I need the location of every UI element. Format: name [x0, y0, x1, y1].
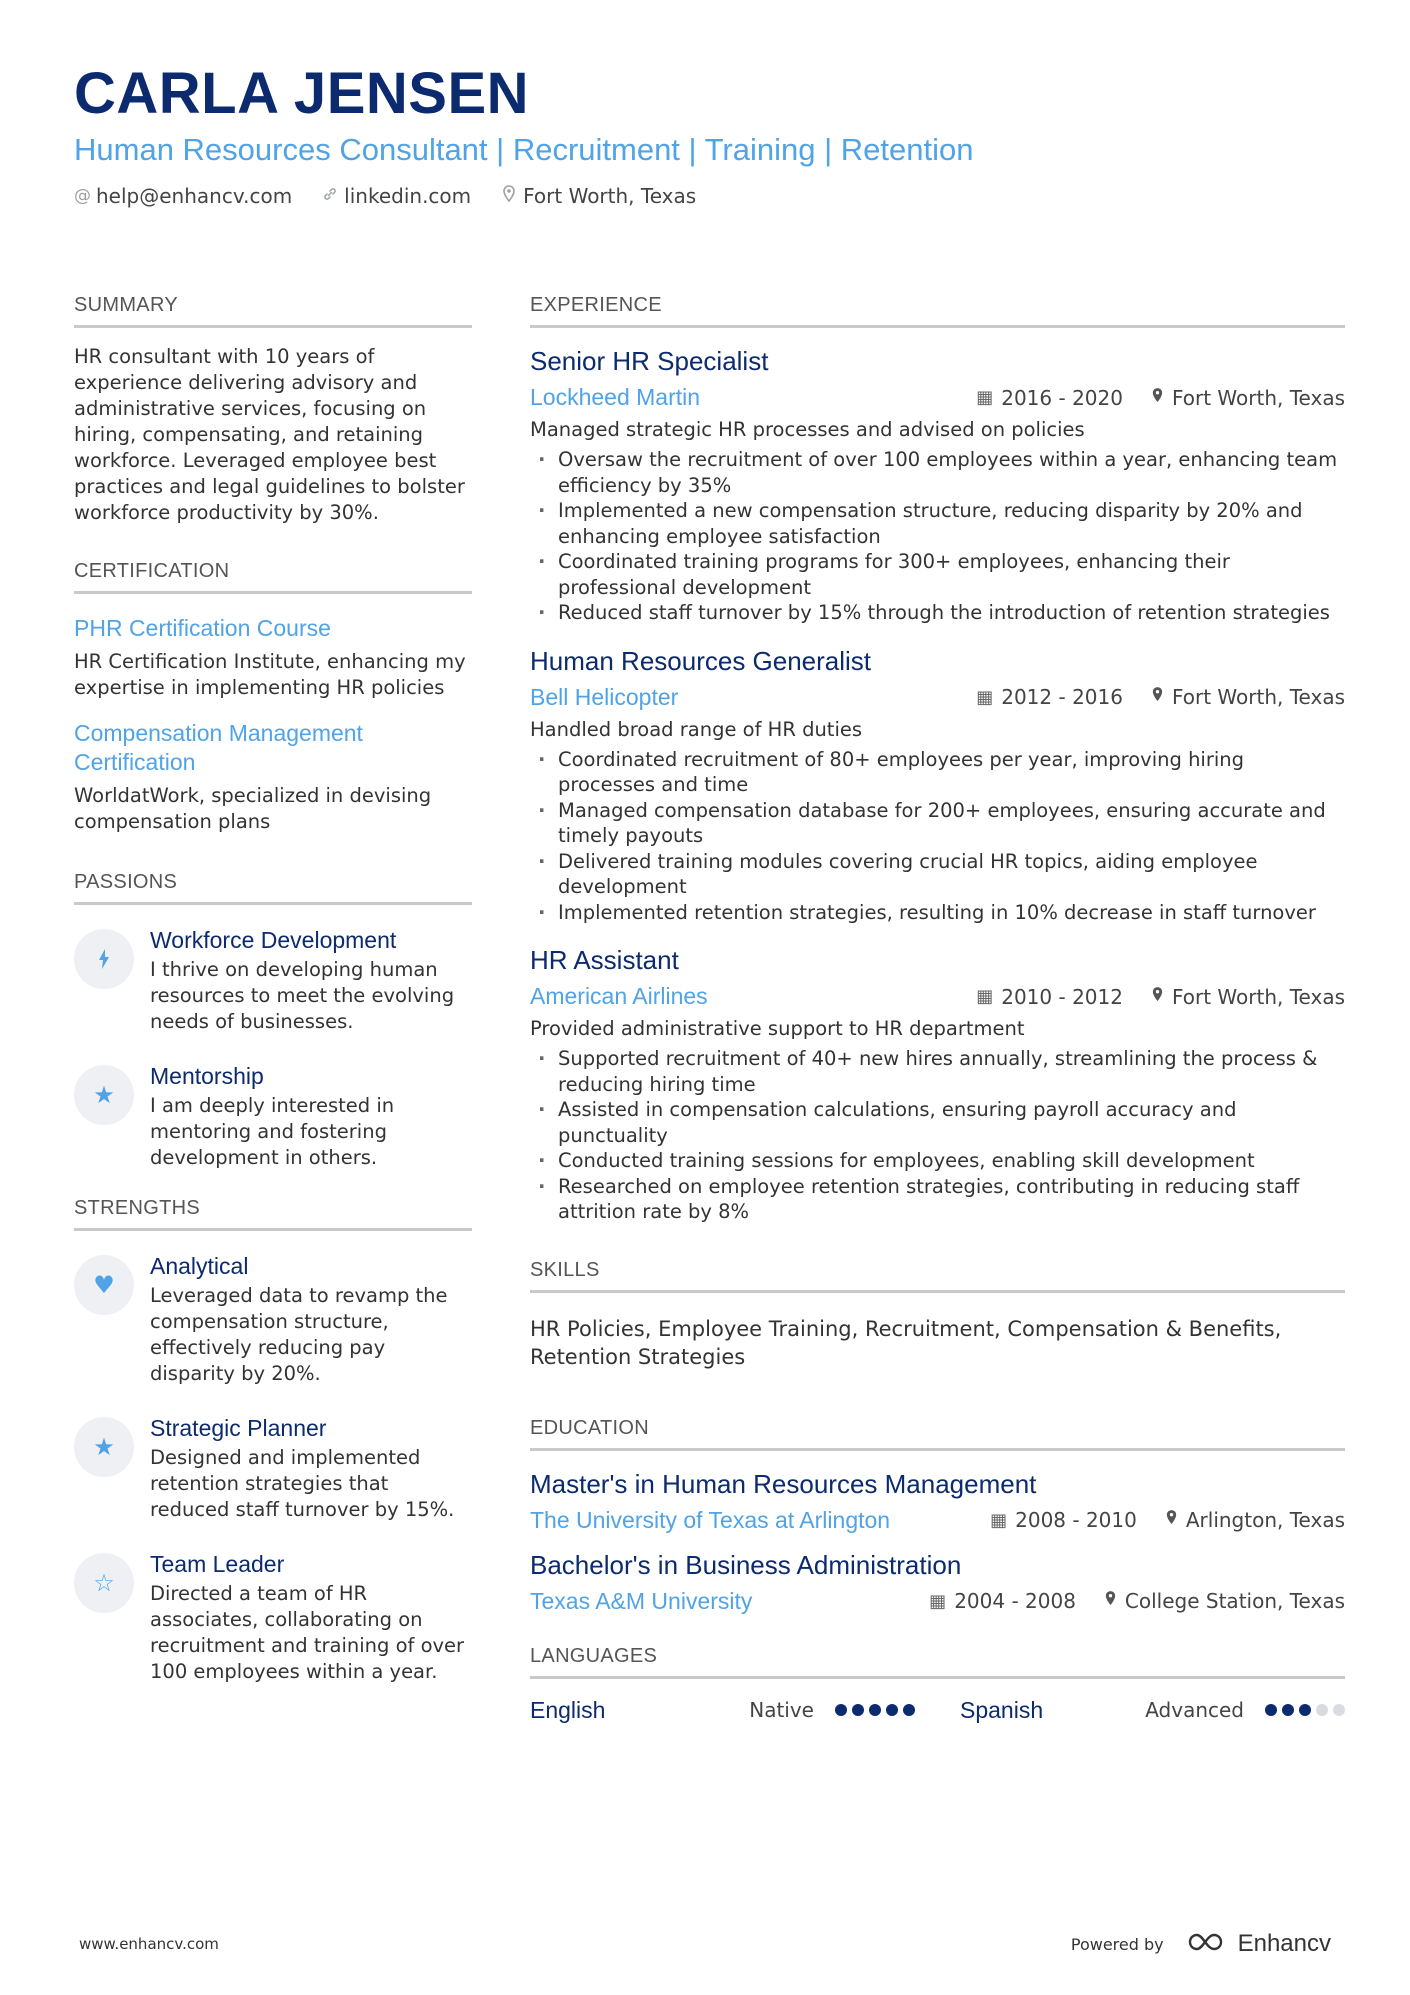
headline: Human Resources Consultant | Recruitment | Training | Retention — [74, 132, 974, 167]
enhancv-logo-icon — [1186, 1931, 1230, 1957]
job-bullets — [530, 1046, 1345, 1225]
passion-item — [74, 925, 472, 1035]
calendar-icon: ▦ — [976, 686, 994, 708]
job-location: Fort Worth, Texas — [1171, 685, 1345, 709]
list-item: · Managed compensation database for 200+ employees, ensuring accurate and timely payouts — [530, 798, 1345, 849]
section-title-education: EDUCATION — [530, 1417, 1345, 1451]
certification-section — [74, 560, 472, 835]
job-title: HR Assistant — [530, 945, 679, 975]
education-section — [530, 1417, 1345, 1615]
right-column — [530, 294, 1345, 1724]
strength-desc: Designed and implemented retention strategies that reduced staff turnover by 15%. — [150, 1446, 455, 1521]
job-dates: 2012 - 2016 — [1001, 685, 1123, 709]
job-bullets — [530, 747, 1345, 926]
job-bullets — [530, 447, 1345, 626]
dot-filled — [1265, 1704, 1277, 1716]
brand-name: Enhancv — [1237, 1930, 1331, 1957]
location-icon — [501, 185, 517, 208]
education-entry — [530, 1467, 1345, 1534]
section-title-summary: SUMMARY — [74, 294, 472, 328]
job-summary: Handled broad range of HR duties — [530, 717, 863, 741]
summary-section — [74, 294, 472, 526]
strength-item — [74, 1413, 472, 1523]
location-icon — [1151, 986, 1164, 1008]
strength-item — [74, 1251, 472, 1387]
job-entry — [530, 344, 1345, 626]
language-level: Advanced — [1145, 1698, 1244, 1722]
language-item — [960, 1697, 1345, 1724]
dot-filled — [903, 1704, 915, 1716]
languages-section — [530, 1645, 1345, 1724]
job-dates: 2016 - 2020 — [1001, 385, 1123, 410]
location-icon — [1104, 1590, 1117, 1612]
location-text: Fort Worth, Texas — [523, 184, 697, 208]
section-title-strengths: STRENGTHS — [74, 1197, 472, 1231]
star-icon: ★ — [74, 1417, 134, 1477]
footer-brand — [1071, 1930, 1331, 1958]
edu-dates: 2004 - 2008 — [954, 1589, 1076, 1613]
proficiency-dots — [1260, 1704, 1345, 1716]
job-summary: Provided administrative support to HR department — [530, 1017, 1025, 1040]
skills-text: HR Policies, Employee Training, Recruitment, Compensation & Benefits, Retention Strategies — [530, 1316, 1282, 1369]
dot-filled — [886, 1704, 898, 1716]
star-icon: ★ — [74, 1065, 134, 1125]
edu-location: Arlington, Texas — [1185, 1508, 1345, 1532]
language-name: Spanish — [960, 1696, 1044, 1723]
cert-item — [74, 719, 472, 835]
cert-desc: WorldatWork, specialized in devising compensation plans — [74, 784, 432, 833]
list-item: · Implemented retention strategies, resulting in 10% decrease in staff turnover — [530, 900, 1345, 926]
passion-desc: I thrive on developing human resources to meet the evolving needs of businesses. — [150, 958, 455, 1033]
section-title-skills: SKILLS — [530, 1259, 1345, 1293]
location-icon — [1165, 1509, 1178, 1531]
language-item — [530, 1697, 915, 1724]
list-item: · Reduced staff turnover by 15% through the introduction of retention strategies — [530, 600, 1345, 626]
list-item: · Researched on employee retention strategies, contributing in reducing staff attrition rate by 8% — [530, 1174, 1345, 1225]
job-summary: Managed strategic HR processes and advised on policies — [530, 418, 1085, 441]
job-title: Senior HR Specialist — [530, 346, 769, 376]
language-level: Native — [749, 1698, 814, 1722]
job-location: Fort Worth, Texas — [1171, 385, 1345, 410]
list-item: · Supported recruitment of 40+ new hires annually, streamlining the process & reducing hiring time — [530, 1046, 1345, 1097]
dot-empty — [1333, 1704, 1345, 1716]
link-icon — [322, 186, 338, 207]
location-icon — [1151, 686, 1164, 708]
contact-location — [501, 184, 696, 208]
school-name: The University of Texas at Arlington — [530, 1506, 891, 1533]
proficiency-dots — [830, 1704, 915, 1716]
left-column — [74, 294, 472, 1711]
powered-by-label: Powered by — [1070, 1934, 1164, 1954]
star-outline-icon: ☆ — [74, 1553, 134, 1613]
footer-website[interactable]: www.enhancv.com — [79, 1935, 219, 1953]
company-name: American Airlines — [530, 983, 708, 1009]
passion-title: Workforce Development — [150, 927, 397, 953]
candidate-name: CARLA JENSEN — [74, 61, 530, 126]
job-location: Fort Worth, Texas — [1171, 984, 1345, 1009]
summary-text: HR consultant with 10 years of experience delivering advisory and administrative services, focusing on hiring, compensating, and retaining workforce. Leveraged employee best practices and legal guidelines to bolster workforce productivity by 30%. — [74, 345, 465, 524]
dot-filled — [1299, 1704, 1311, 1716]
company-name: Bell Helicopter — [530, 683, 679, 710]
contact-bar — [74, 184, 1344, 208]
strength-title: Strategic Planner — [150, 1415, 327, 1441]
edu-dates: 2008 - 2010 — [1015, 1508, 1137, 1532]
strength-title: Analytical — [150, 1253, 249, 1279]
dot-filled — [852, 1704, 864, 1716]
calendar-icon: ▦ — [976, 986, 994, 1007]
cert-name: Compensation Management Certification — [74, 720, 363, 775]
degree-title: Master's in Human Resources Management — [530, 1468, 1037, 1499]
calendar-icon: ▦ — [929, 1590, 947, 1612]
dot-filled — [1282, 1704, 1294, 1716]
list-item: · Delivered training modules covering crucial HR topics, aiding employee development — [530, 849, 1345, 900]
passion-item — [74, 1061, 472, 1171]
cert-desc: HR Certification Institute, enhancing my expertise in implementing HR policies — [74, 650, 466, 699]
school-name: Texas A&M University — [530, 1587, 753, 1614]
passion-title: Mentorship — [150, 1063, 264, 1089]
bolt-icon — [74, 929, 134, 989]
dot-filled — [835, 1704, 847, 1716]
list-item: · Coordinated recruitment of 80+ employees per year, improving hiring processes and time — [530, 747, 1345, 798]
dot-filled — [869, 1704, 881, 1716]
list-item: · Oversaw the recruitment of over 100 employees within a year, enhancing team efficiency by 35% — [530, 447, 1345, 498]
calendar-icon: ▦ — [990, 1509, 1008, 1531]
job-entry — [530, 943, 1345, 1225]
degree-title: Bachelor's in Business Administration — [530, 1549, 962, 1580]
linkedin-text: linkedin.com — [344, 184, 472, 208]
list-item: · Implemented a new compensation structure, reducing disparity by 20% and enhancing employee satisfaction — [530, 498, 1345, 549]
list-item: · Coordinated training programs for 300+ employees, enhancing their professional development — [530, 549, 1345, 600]
experience-section — [530, 294, 1345, 1225]
passions-section — [74, 871, 472, 1171]
strength-desc: Leveraged data to revamp the compensation structure, effectively reducing pay disparity by 20%. — [150, 1284, 448, 1385]
contact-email[interactable] — [74, 184, 292, 208]
resume-page — [74, 58, 1345, 1723]
language-name: English — [530, 1696, 606, 1723]
location-icon — [1151, 387, 1164, 409]
section-title-passions: PASSIONS — [74, 871, 472, 905]
skills-section — [530, 1259, 1345, 1371]
strength-desc: Directed a team of HR associates, collaborating on recruitment and training of over 100 employees within a year. — [150, 1582, 465, 1683]
job-dates: 2010 - 2012 — [1001, 984, 1123, 1009]
section-title-languages: LANGUAGES — [530, 1645, 1345, 1679]
strength-item — [74, 1549, 472, 1685]
dot-empty — [1316, 1704, 1328, 1716]
job-entry — [530, 644, 1345, 926]
education-entry — [530, 1548, 1345, 1615]
edu-location: College Station, Texas — [1124, 1589, 1345, 1613]
section-title-experience: EXPERIENCE — [530, 294, 1345, 328]
cert-item — [74, 614, 472, 701]
calendar-icon: ▦ — [976, 387, 994, 408]
heart-icon: ♥ — [74, 1255, 134, 1315]
list-item: · Assisted in compensation calculations, ensuring payroll accuracy and punctuality — [530, 1097, 1345, 1148]
list-item: · Conducted training sessions for employees, enabling skill development — [530, 1148, 1345, 1174]
footer — [79, 1930, 1331, 1958]
section-title-certification: CERTIFICATION — [74, 560, 472, 594]
strengths-section — [74, 1197, 472, 1685]
contact-linkedin[interactable] — [322, 184, 471, 208]
cert-name: PHR Certification Course — [74, 615, 331, 641]
passion-desc: I am deeply interested in mentoring and fostering development in others. — [150, 1094, 395, 1169]
job-title: Human Resources Generalist — [530, 645, 872, 676]
strength-title: Team Leader — [150, 1551, 285, 1577]
at-icon: @ — [74, 186, 91, 206]
email-text: help@enhancv.com — [96, 184, 293, 208]
company-name: Lockheed Martin — [530, 384, 701, 410]
